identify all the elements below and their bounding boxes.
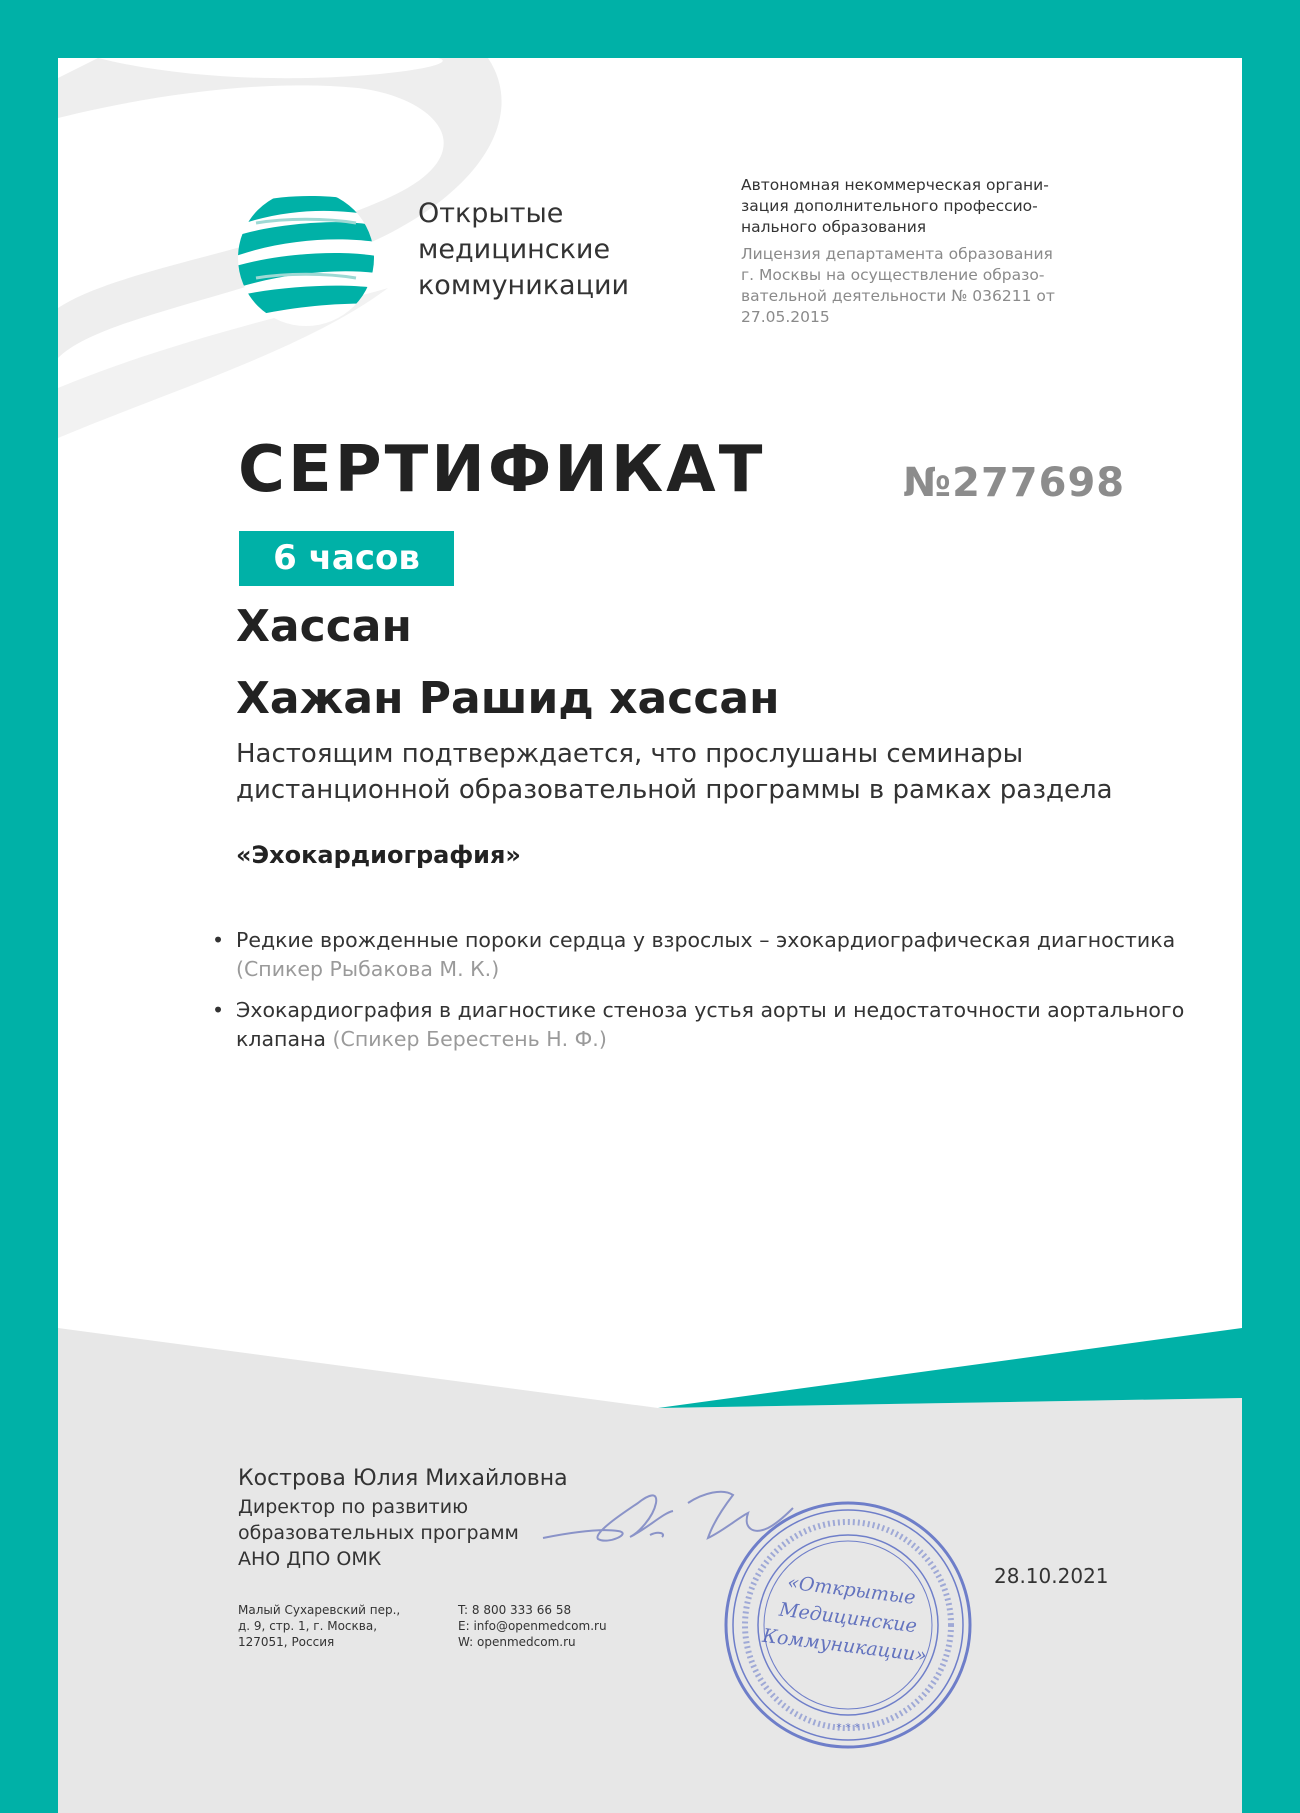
signer-name: Кострова Юлия Михайловна	[238, 1466, 568, 1491]
recipient-first-name: Хассан	[236, 601, 412, 652]
certificate-title: СЕРТИФИКАТ	[238, 433, 766, 507]
list-item	[190, 996, 1200, 1054]
confirmation-text: Настоящим подтверждается, что прослушаны семинары дистанционной образовательной программы в рамках раздела	[236, 739, 1113, 805]
logo-word-1: Открытые	[418, 198, 564, 229]
seal-stamp-text: «Открытые Медицинские Коммуникации»	[761, 1571, 929, 1667]
logo-wordmark	[418, 196, 678, 304]
seminar-title: Эхокардиография в диагностике стеноза устья аорты и недостаточности аортального клапана	[236, 998, 1185, 1051]
svg-text:* * *: * * *	[836, 1721, 860, 1734]
certificate-sheet	[58, 58, 1242, 1813]
hours-badge: 6 часов	[239, 531, 454, 586]
seminar-title: Редкие врожденные пороки сердца у взрослых – эхокардиографическая диагностика	[236, 928, 1176, 952]
bullet-icon: •	[212, 928, 225, 952]
list-item	[190, 926, 1200, 984]
seminar-speaker: (Спикер Рыбакова М. К.)	[236, 957, 500, 981]
footer-contacts	[458, 1602, 708, 1650]
organization-info	[741, 175, 1086, 328]
seminar-speaker: (Спикер Берестень Н. Ф.)	[332, 1027, 607, 1051]
footer-web: W: openmedcom.ru	[458, 1635, 576, 1649]
bullet-icon: •	[212, 998, 225, 1022]
seminar-list	[190, 926, 1200, 1054]
logo-word-2: медицинские	[418, 234, 611, 265]
logo-word-3: коммуникации	[418, 270, 630, 301]
certificate-number: №277698	[903, 460, 1126, 506]
license-info: Лицензия департамента образования г. Москвы на осуществление образо- вательной деятельности № 036211 от 27.05.2015	[741, 245, 1055, 326]
footer-email: E: info@openmedcom.ru	[458, 1619, 607, 1633]
globe-logo-icon	[236, 178, 376, 338]
organization-name: Автономная некоммерческая органи- зация дополнительного профессио- нального образования	[741, 176, 1049, 236]
certificate-date: 28.10.2021	[994, 1564, 1109, 1588]
footer-address: Малый Сухаревский пер., д. 9, стр. 1, г. Москва, 127051, Россия	[238, 1603, 401, 1649]
recipient-full-name: Хажан Рашид хассан	[236, 673, 780, 724]
footer-phone: T: 8 800 333 66 58	[458, 1603, 572, 1617]
section-title: «Эхокардиография»	[236, 841, 521, 869]
signer-role: Директор по развитию образовательных программ АНО ДПО ОМК	[238, 1496, 519, 1570]
